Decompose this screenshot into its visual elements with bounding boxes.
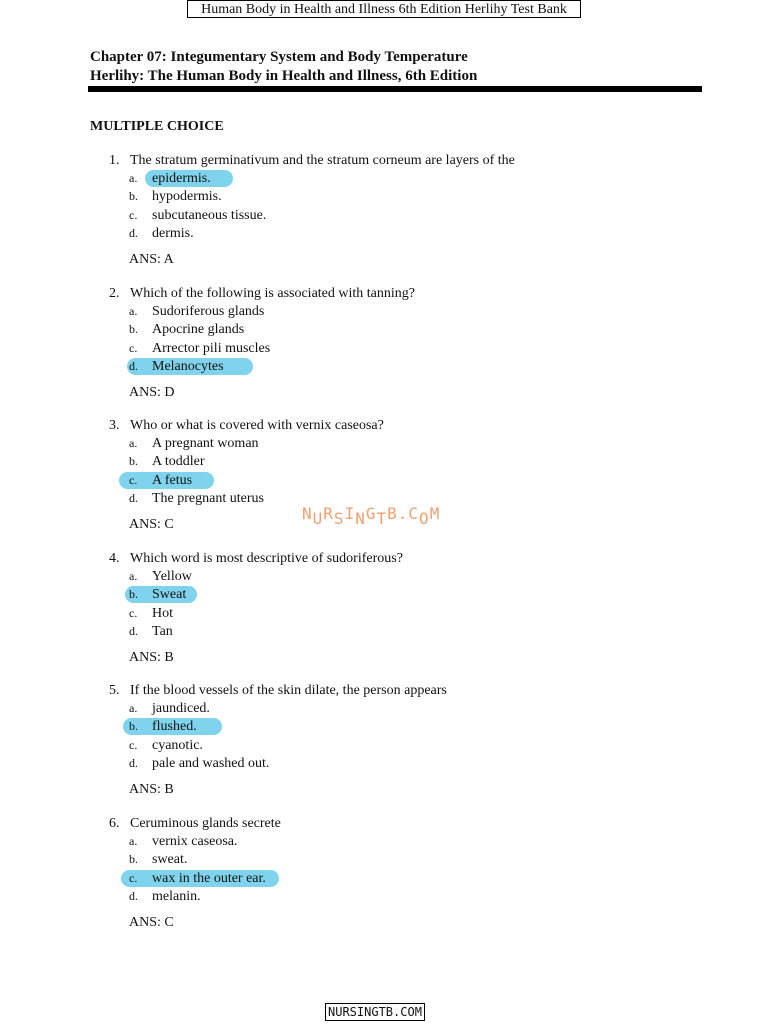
question-stem <box>109 683 447 699</box>
question-text: Which of the following is associated with tanning? <box>130 286 415 301</box>
option-letter: a. <box>129 569 138 583</box>
option-letter: d. <box>129 755 138 770</box>
option-letter: d. <box>129 358 138 373</box>
book-title: Herlihy: The Human Body in Health and Illness, 6th Edition <box>90 68 478 84</box>
option-text: Apocrine glands <box>152 322 245 338</box>
option-b <box>0 454 768 472</box>
question-stem <box>109 418 384 434</box>
question-stem <box>109 153 515 169</box>
option-text: epidermis. <box>152 171 211 186</box>
option-letter: c. <box>129 737 138 752</box>
question-number: 2. <box>109 286 120 301</box>
chapter-title: Chapter 07: Integumentary System and Body Temperature <box>90 49 468 65</box>
option-b <box>0 719 768 737</box>
question-number: 1. <box>109 153 120 168</box>
option-text: cyanotic. <box>152 737 203 753</box>
option-a <box>0 569 768 587</box>
option-letter: a. <box>129 436 138 450</box>
option-c <box>0 208 768 226</box>
question-text: Which word is most descriptive of sudoriferous? <box>130 551 403 566</box>
answer-key: ANS: B <box>129 650 174 665</box>
option-text: jaundiced. <box>152 701 210 716</box>
question-text: Ceruminous glands secrete <box>130 816 281 831</box>
option-text: vernix caseosa. <box>152 834 238 849</box>
option-text: sweat. <box>152 852 188 868</box>
option-c <box>0 871 768 889</box>
option-text: A pregnant woman <box>152 436 259 451</box>
option-letter: a. <box>129 834 138 848</box>
option-letter: b. <box>129 719 138 734</box>
option-letter: a. <box>129 171 138 185</box>
option-text: dermis. <box>152 225 194 241</box>
option-text: melanin. <box>152 888 201 904</box>
footer-link[interactable]: NURSINGTB.COM <box>325 1003 425 1021</box>
option-text: Hot <box>152 605 173 621</box>
option-a <box>0 701 768 719</box>
option-b <box>0 852 768 870</box>
option-letter: c. <box>129 207 138 222</box>
watermark: NURSINGTB.COM <box>302 504 441 528</box>
answer-key: ANS: A <box>129 252 174 267</box>
question-stem <box>109 551 403 567</box>
option-text: A fetus <box>152 472 193 488</box>
question-number: 6. <box>109 816 120 831</box>
option-letter: c. <box>129 870 138 885</box>
option-letter: d. <box>129 888 138 903</box>
answer-key: ANS: C <box>129 915 174 930</box>
option-d <box>0 889 768 907</box>
option-text: Arrector pili muscles <box>152 340 271 356</box>
option-text: Sweat <box>152 587 187 603</box>
answer-key: ANS: D <box>129 385 175 400</box>
option-text: Sudoriferous glands <box>152 304 265 319</box>
question-number: 5. <box>109 683 120 698</box>
question-stem <box>109 816 281 832</box>
option-a <box>0 834 768 852</box>
option-text: A toddler <box>152 454 205 470</box>
option-a <box>0 304 768 322</box>
option-letter: c. <box>129 472 138 487</box>
question-text: If the blood vessels of the skin dilate, the person appears <box>130 683 447 698</box>
option-letter: d. <box>129 225 138 240</box>
option-d <box>0 359 768 377</box>
option-letter: b. <box>129 852 138 867</box>
option-text: pale and washed out. <box>152 755 270 771</box>
option-letter: d. <box>129 490 138 505</box>
option-text: hypodermis. <box>152 189 222 205</box>
section-title: MULTIPLE CHOICE <box>90 119 224 134</box>
option-c <box>0 473 768 491</box>
question-text: The stratum germinativum and the stratum corneum are layers of the <box>130 153 515 168</box>
option-a <box>0 171 768 189</box>
option-text: wax in the outer ear. <box>152 870 266 886</box>
option-c <box>0 341 768 359</box>
option-letter: b. <box>129 322 138 337</box>
question-text: Who or what is covered with vernix caseosa? <box>130 418 384 433</box>
option-letter: c. <box>129 340 138 355</box>
answer-key: ANS: C <box>129 517 174 532</box>
option-text: flushed. <box>152 719 197 735</box>
option-d <box>0 756 768 774</box>
option-text: Tan <box>152 623 173 639</box>
option-b <box>0 322 768 340</box>
option-text: Melanocytes <box>152 358 224 374</box>
option-text: Yellow <box>152 569 192 584</box>
option-letter: a. <box>129 304 138 318</box>
answer-key: ANS: B <box>129 782 174 797</box>
heading-rule <box>88 86 702 92</box>
option-b <box>0 189 768 207</box>
option-c <box>0 606 768 624</box>
option-d <box>0 226 768 244</box>
option-letter: d. <box>129 623 138 638</box>
option-d <box>0 624 768 642</box>
question-number: 4. <box>109 551 120 566</box>
option-letter: b. <box>129 189 138 204</box>
document-banner: Human Body in Health and Illness 6th Edition Herlihy Test Bank <box>187 0 581 18</box>
option-letter: b. <box>129 587 138 602</box>
option-c <box>0 738 768 756</box>
option-letter: b. <box>129 454 138 469</box>
question-stem <box>109 286 415 302</box>
chapter-heading <box>90 48 477 86</box>
question-number: 3. <box>109 418 120 433</box>
option-letter: c. <box>129 605 138 620</box>
option-a <box>0 436 768 454</box>
option-text: The pregnant uterus <box>152 490 264 506</box>
option-text: subcutaneous tissue. <box>152 207 267 223</box>
option-b <box>0 587 768 605</box>
option-letter: a. <box>129 701 138 715</box>
